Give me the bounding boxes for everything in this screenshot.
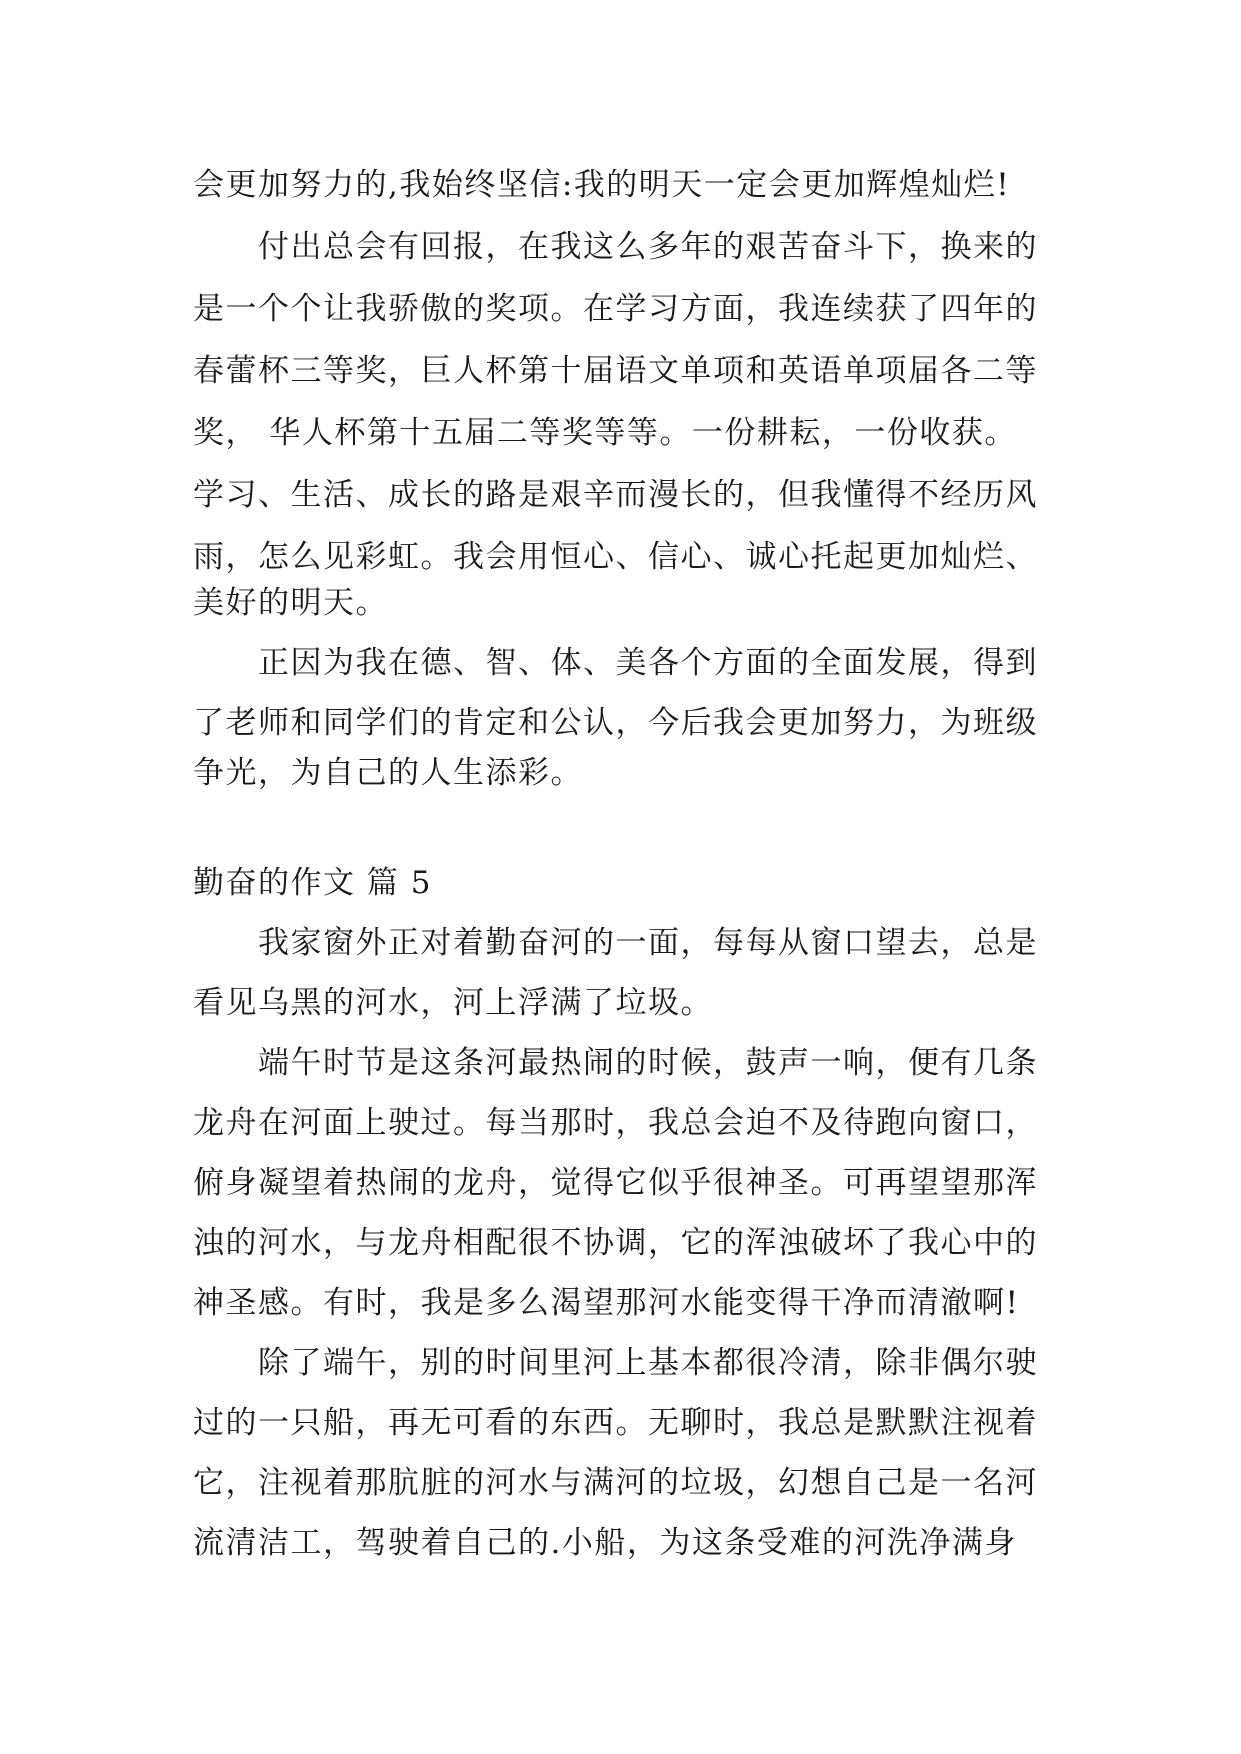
paragraph-start-line: 正因为我在德、智、体、美各个方面的全面发展，得到 — [258, 645, 1038, 681]
section-heading: 勤奋的作文 篇 5 — [193, 865, 432, 901]
text-line-21: 过的一只船，再无可看的东西。无聊时，我总是默默注视着 — [193, 1405, 1038, 1441]
text-line-14: 看见乌黑的河水，河上浮满了垃圾。 — [193, 985, 713, 1021]
text-line-7: 雨，怎么见彩虹。我会用恒心、信心、诚心托起更加灿烂、 — [193, 539, 1038, 575]
text-line-3: 是一个个让我骄傲的奖项。在学习方面，我连续获了四年的 — [193, 291, 1038, 327]
text-line-23: 流清洁工，驾驶着自己的.小船，为这条受难的河洗净满身 — [193, 1525, 1017, 1561]
paragraph-start-line: 我家窗外正对着勤奋河的一面，每每从窗口望去，总是 — [258, 925, 1038, 961]
text-line-10: 了老师和同学们的肯定和公认，今后我会更加努力，为班级 — [193, 705, 1038, 741]
text-line-5: 奖， 华人杯第十五届二等奖等等。一份耕耘，一份收获。 — [193, 415, 1017, 451]
text-line-17: 俯身凝望着热闹的龙舟，觉得它似乎很神圣。可再望望那浑 — [193, 1165, 1038, 1201]
text-line-8: 美好的明天。 — [193, 585, 388, 621]
paragraph-start-line: 除了端午，别的时间里河上基本都很冷清，除非偶尔驶 — [258, 1345, 1038, 1381]
text-line-11: 争光，为自己的人生添彩。 — [193, 755, 583, 791]
text-line-4: 春蕾杯三等奖，巨人杯第十届语文单项和英语单项届各二等 — [193, 353, 1038, 389]
text-line-1: 会更加努力的,我始终坚信:我的明天一定会更加辉煌灿烂! — [193, 167, 1011, 203]
text-line-6: 学习、生活、成长的路是艰辛而漫长的，但我懂得不经历风 — [193, 477, 1038, 513]
text-line-22: 它，注视着那肮脏的河水与满河的垃圾，幻想自己是一名河 — [193, 1465, 1038, 1501]
text-line-19: 神圣感。有时，我是多么渴望那河水能变得干净而清澈啊! — [193, 1285, 1020, 1321]
text-line-16: 龙舟在河面上驶过。每当那时，我总会迫不及待跑向窗口， — [193, 1105, 1038, 1141]
text-line-18: 浊的河水，与龙舟相配很不协调，它的浑浊破坏了我心中的 — [193, 1225, 1038, 1261]
paragraph-start-line: 端午时节是这条河最热闹的时候，鼓声一响，便有几条 — [258, 1045, 1038, 1081]
paragraph-start-line: 付出总会有回报，在我这么多年的艰苦奋斗下，换来的 — [258, 229, 1038, 265]
